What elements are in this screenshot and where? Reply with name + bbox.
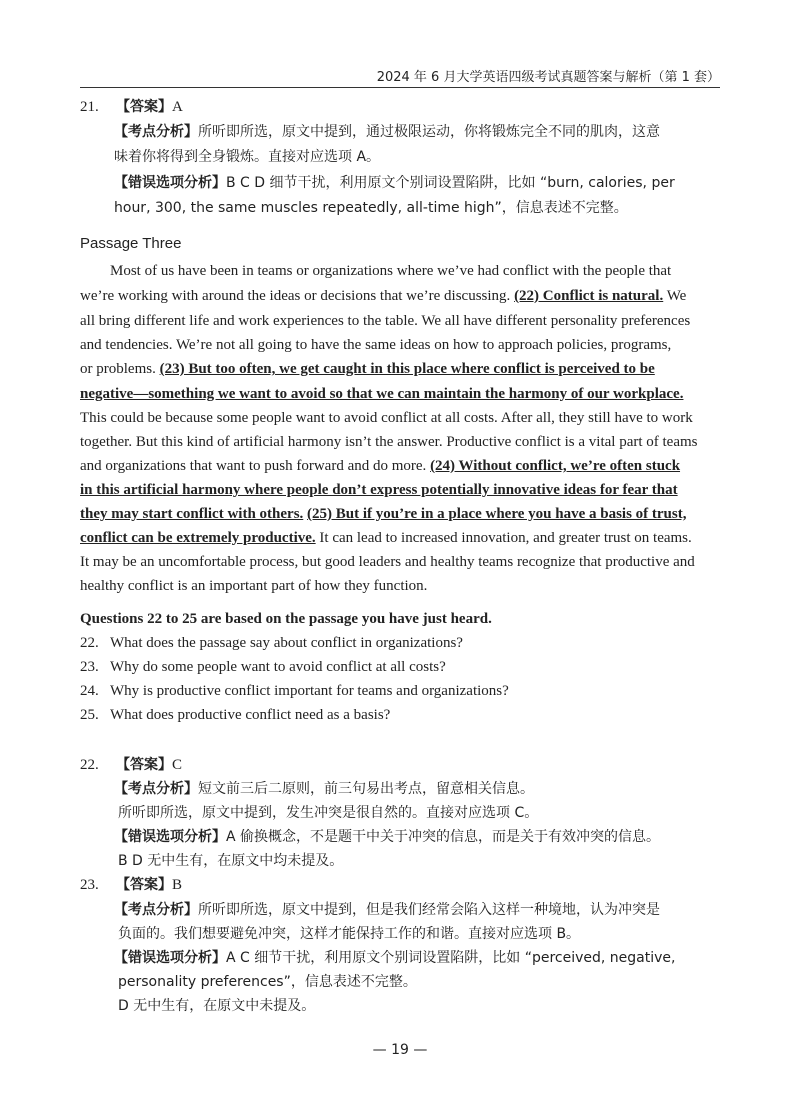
q21-answer-line bbox=[80, 97, 183, 117]
q23-answer-line bbox=[80, 875, 182, 895]
passage-line-4: and tendencies. We’re not all going to have the same ideas on how to approach policies, programs, bbox=[80, 337, 672, 353]
q23-wrong-text-1: A C 细节干扰，利用原文个别词设置陷阱，比如 “perceived, negative, bbox=[226, 950, 676, 966]
q22-wrong-line-1 bbox=[114, 827, 660, 847]
q23-wrong-line-3: D 无中生有，在原文中未提及。 bbox=[118, 998, 316, 1014]
q21-wrong-tag: 【错误选项分析】 bbox=[114, 175, 226, 191]
questions-heading: Questions 22 to 25 are based on the passage you have just heard. bbox=[80, 611, 492, 627]
answer-key-25-part-2: conflict can be extremely productive. bbox=[80, 530, 316, 546]
q22-answer: C bbox=[172, 757, 183, 773]
q21-wrong-line-1 bbox=[114, 173, 675, 193]
q21-wrong-line-2: hour, 300, the same muscles repeatedly, all-time high”，信息表述不完整。 bbox=[114, 200, 628, 216]
passage-line-9-text: and organizations that want to push forward and do more. bbox=[80, 458, 431, 474]
q21-answer: A bbox=[172, 99, 183, 115]
passage-title: Passage Three bbox=[80, 235, 182, 252]
q23-wrong-tag: 【错误选项分析】 bbox=[114, 950, 226, 966]
question-22-number: 22. bbox=[80, 635, 99, 651]
answer-key-23-part-2: negative—something we want to avoid so that we can maintain the harmony of our workplace. bbox=[80, 386, 684, 402]
q23-analysis-line-1 bbox=[114, 900, 660, 920]
q22-analysis-line-2: 所听即所选，原文中提到，发生冲突是很自然的。直接对应选项 C。 bbox=[118, 805, 539, 821]
passage-line-9 bbox=[80, 456, 680, 476]
q23-wrong-line-1 bbox=[114, 948, 675, 968]
q21-analysis-line-2: 味着你将得到全身锻炼。直接对应选项 A。 bbox=[114, 149, 381, 165]
question-22-text: What does the passage say about conflict in organizations? bbox=[110, 635, 463, 651]
question-24-number: 24. bbox=[80, 683, 99, 699]
q22-analysis-text-1: 短文前三后二原则，前三句易出考点，留意相关信息。 bbox=[198, 781, 534, 797]
passage-line-2 bbox=[80, 286, 686, 306]
passage-line-5 bbox=[80, 359, 655, 379]
passage-line-8: together. But this kind of artificial harmony isn’t the answer. Productive conflict is a vital part of teams bbox=[80, 434, 698, 450]
q22-number: 22. bbox=[80, 757, 99, 773]
answer-key-23-part-1: (23) But too often, we get caught in this place where conflict is perceived to be bbox=[159, 361, 655, 377]
q23-analysis-tag: 【考点分析】 bbox=[114, 902, 198, 918]
question-24-text: Why is productive conflict important for teams and organizations? bbox=[110, 683, 509, 699]
page-number: — 19 — bbox=[372, 1042, 428, 1058]
passage-line-13: It may be an uncomfortable process, but good leaders and healthy teams recognize that productive and bbox=[80, 554, 695, 570]
question-23-number: 23. bbox=[80, 659, 99, 675]
question-25 bbox=[80, 705, 390, 725]
question-25-number: 25. bbox=[80, 707, 99, 723]
passage-line-1: Most of us have been in teams or organizations where we’ve had conflict with the people that bbox=[110, 263, 672, 279]
answer-key-22: (22) Conflict is natural. bbox=[514, 288, 664, 304]
q23-answer-tag: 【答案】 bbox=[116, 877, 172, 893]
q22-answer-tag: 【答案】 bbox=[116, 757, 172, 773]
passage-line-14: healthy conflict is an important part of how they function. bbox=[80, 578, 428, 594]
q21-number: 21. bbox=[80, 99, 99, 115]
question-22 bbox=[80, 633, 463, 653]
passage-line-12 bbox=[80, 528, 692, 548]
passage-line-6 bbox=[80, 384, 683, 404]
q22-analysis-tag: 【考点分析】 bbox=[114, 781, 198, 797]
q22-wrong-tag: 【错误选项分析】 bbox=[114, 829, 226, 845]
passage-line-10 bbox=[80, 480, 678, 500]
running-header bbox=[80, 64, 720, 88]
passage-line-5-text: or problems. bbox=[80, 361, 160, 377]
question-25-text: What does productive conflict need as a basis? bbox=[110, 707, 391, 723]
passage-line-12-tail: It can lead to increased innovation, and greater trust on teams. bbox=[315, 530, 692, 546]
q22-analysis-line-1 bbox=[114, 779, 534, 799]
q21-wrong-text-1: B C D 细节干扰，利用原文个别词设置陷阱，比如 “burn, calories, per bbox=[226, 175, 675, 191]
q23-analysis-line-2: 负面的。我们想要避免冲突，这样才能保持工作的和谐。直接对应选项 B。 bbox=[118, 926, 581, 942]
header-title: 2024 年 6 月大学英语四级考试真题答案与解析（第 1 套） bbox=[376, 70, 720, 85]
passage-line-2-text: we’re working with around the ideas or decisions that we’re discussing. bbox=[80, 288, 515, 304]
answer-key-24-part-3: they may start conflict with others. bbox=[80, 506, 304, 522]
q22-wrong-text-1: A 偷换概念，不是题干中关于冲突的信息，而是关于有效冲突的信息。 bbox=[226, 829, 661, 845]
q23-wrong-line-2: personality preferences”，信息表述不完整。 bbox=[118, 974, 417, 990]
answer-key-24-part-2: in this artificial harmony where people don’t express potentially innovative ideas for fear that bbox=[80, 482, 678, 498]
answer-key-24-part-1: (24) Without conflict, we’re often stuck bbox=[430, 458, 681, 474]
q23-answer: B bbox=[172, 877, 183, 893]
passage-line-7: This could be because some people want to avoid conflict at all costs. After all, they still have to work bbox=[80, 410, 693, 426]
passage-line-3: all bring different life and work experiences to the table. We all have different personality preferences bbox=[80, 313, 691, 329]
q23-analysis-text-1: 所听即所选，原文中提到，但是我们经常会陷入这样一种境地，认为冲突是 bbox=[198, 902, 660, 918]
passage-line-11 bbox=[80, 504, 687, 524]
question-24 bbox=[80, 681, 509, 701]
q22-answer-line bbox=[80, 755, 182, 775]
q21-analysis-text-1: 所听即所选，原文中提到，通过极限运动，你将锻炼完全不同的肌肉，这意 bbox=[198, 124, 660, 140]
answer-key-25-part-1: (25) But if you’re in a place where you have a basis of trust, bbox=[307, 506, 687, 522]
q23-number: 23. bbox=[80, 877, 99, 893]
q21-analysis-tag: 【考点分析】 bbox=[114, 124, 198, 140]
q21-analysis-line-1 bbox=[114, 122, 660, 142]
q21-answer-tag: 【答案】 bbox=[116, 99, 172, 115]
question-23-text: Why do some people want to avoid conflict at all costs? bbox=[110, 659, 446, 675]
q22-wrong-line-2: B D 无中生有，在原文中均未提及。 bbox=[118, 853, 344, 869]
question-23 bbox=[80, 657, 446, 677]
passage-line-2-tail: We bbox=[663, 288, 687, 304]
